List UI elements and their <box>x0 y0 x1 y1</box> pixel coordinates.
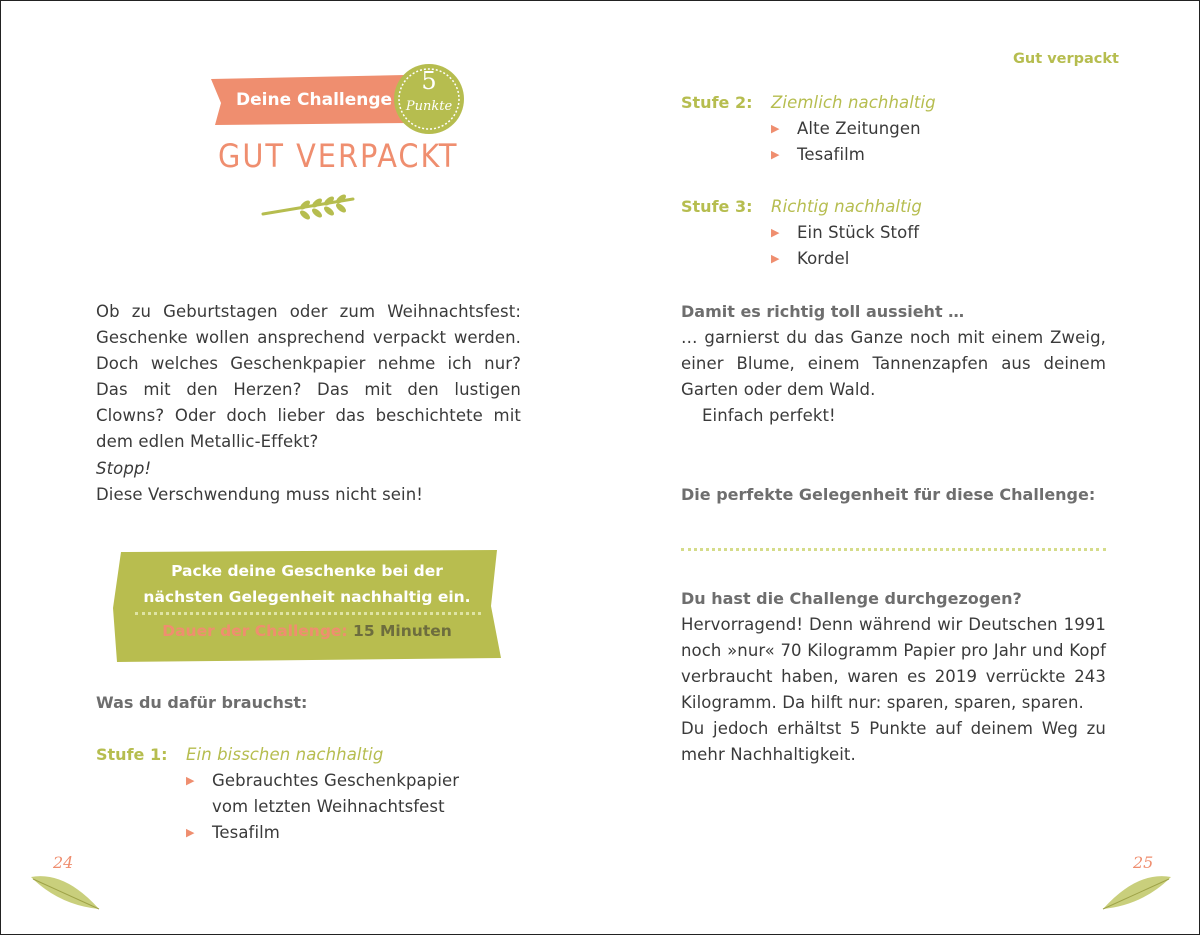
list-item: ▶ Tesafilm <box>186 820 486 846</box>
deco-end: Einfach perfekt! <box>702 406 836 425</box>
stufe2-name: Ziemlich nachhaltig <box>771 93 936 112</box>
bullet-icon: ▶ <box>771 148 780 161</box>
stopp-text: Stopp! <box>96 459 152 478</box>
list-item: ▶ Tesafilm <box>771 142 1071 168</box>
page-number-left: 24 <box>53 853 74 872</box>
duration-value: 15 Minuten <box>353 622 452 640</box>
list-item: ▶ Kordel <box>771 246 1071 272</box>
challenge-box-line2: nächsten Gelegenheit nachhaltig ein. <box>143 588 471 606</box>
page-number-right: 25 <box>1133 853 1154 872</box>
stufe1-label: Stufe 1: <box>96 745 168 764</box>
stufe3-label: Stufe 3: <box>681 197 753 216</box>
list-item: ▶ Ein Stück Stoff <box>771 220 1071 246</box>
challenge-box-divider <box>135 612 481 615</box>
points-label: Punkte <box>405 99 453 114</box>
challenge-title: GUT VERPACKT <box>218 137 459 175</box>
stufe2-list <box>771 116 1071 168</box>
list-item: ▶ Alte Zeitungen <box>771 116 1071 142</box>
challenge-box <box>111 546 503 666</box>
done-points: Du jedoch erhältst 5 Punkte auf deinem Weg zu mehr Nachhaltigkeit. <box>681 719 1106 764</box>
occasion-dotted-line <box>681 548 1106 551</box>
waste-text: Diese Verschwendung muss nicht sein! <box>96 485 423 504</box>
deco-heading: Damit es richtig toll aussieht … <box>681 302 965 321</box>
intro-paragraph: Ob zu Geburtstagen oder zum Weihnachtsfest: Geschenke wollen ansprechend verpackt werden. Doch welches Geschenkpapier nehme ich nur? Das mit den Herzen? Das mit den lustigen Clowns? Oder doch lieber das beschichtete mit dem edlen Metallic-Effekt? <box>96 302 521 451</box>
bullet-icon: ▶ <box>771 122 780 135</box>
points-number: 5 <box>421 67 437 95</box>
leaf-left-icon <box>29 871 101 913</box>
list-item: vom letzten Weihnachtsfest <box>212 797 445 816</box>
bullet-icon: ▶ <box>186 774 195 787</box>
challenge-banner-label: Deine Challenge <box>236 90 393 110</box>
duration-label: Dauer der Challenge: <box>162 622 348 640</box>
needs-heading: Was du dafür brauchst: <box>96 693 308 712</box>
deco-text: … garnierst du das Ganze noch mit einem Zweig, einer Blume, einem Tannenzapfen aus deinem Garten oder dem Wald. <box>681 328 1106 399</box>
bullet-icon: ▶ <box>186 826 195 839</box>
done-heading: Du hast die Challenge durchgezogen? <box>681 589 1022 608</box>
challenge-banner <box>205 59 475 139</box>
challenge-box-line1: Packe deine Geschenke bei der <box>171 562 443 580</box>
occasion-heading: Die perfekte Gelegenheit für diese Challenge: <box>681 485 1096 504</box>
list-item: ▶ Gebrauchtes Geschenkpapier <box>186 768 486 794</box>
stufe2-label: Stufe 2: <box>681 93 753 112</box>
bullet-icon: ▶ <box>771 226 780 239</box>
leaf-right-icon <box>1101 871 1173 913</box>
challenge-duration <box>111 622 503 640</box>
bullet-icon: ▶ <box>771 252 780 265</box>
done-text: Hervorragend! Denn während wir Deutschen 1991 noch »nur« 70 Kilogramm Papier pro Jahr und Kopf verbraucht haben, waren es 2019 verrückte 243 Kilogramm. Da hilft nur: sparen, sparen, sparen. <box>681 615 1106 712</box>
stufe3-list <box>771 220 1071 272</box>
stufe1-name: Ein bisschen nachhaltig <box>186 745 384 764</box>
wheat-ornament-icon <box>261 191 357 221</box>
stufe1-list <box>186 768 486 846</box>
running-header: Gut verpackt <box>1013 51 1119 67</box>
stufe3-name: Richtig nachhaltig <box>771 197 922 216</box>
